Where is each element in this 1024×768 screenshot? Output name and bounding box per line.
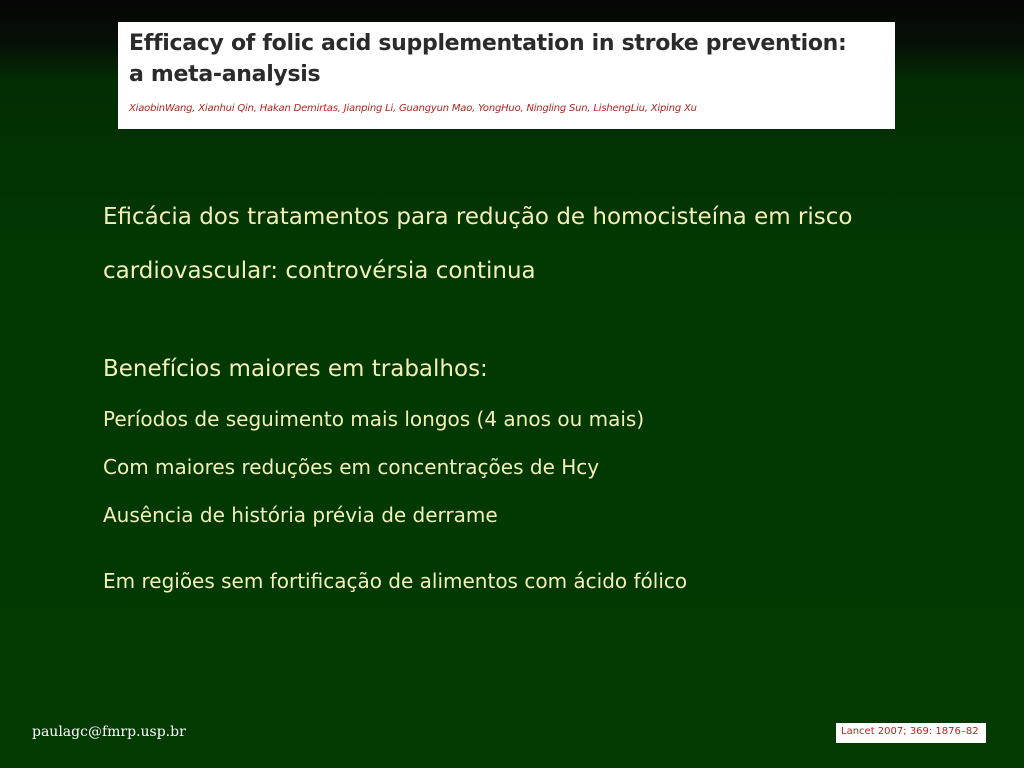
benefit-item: Ausência de história prévia de derrame bbox=[103, 503, 498, 527]
article-authors: XiaobinWang, Xianhui Qin, Hakan Demirtas, Jianping Li, Guangyun Mao, YongHuo, Ningling Sun, LishengLiu, Xiping Xu bbox=[129, 103, 697, 114]
slide-body bbox=[103, 190, 1003, 593]
benefit-item: Com maiores reduções em concentrações de Hcy bbox=[103, 455, 600, 479]
benefits-heading: Benefícios maiores em trabalhos: bbox=[103, 356, 488, 382]
article-title: Efficacy of folic acid supplementation in stroke prevention: a meta-analysis bbox=[129, 31, 847, 87]
citation-badge bbox=[836, 723, 986, 743]
article-header-image bbox=[118, 22, 895, 129]
benefit-item: Em regiões sem fortificação de alimentos com ácido fólico bbox=[103, 569, 688, 593]
footer-email: paulagc@fmrp.usp.br bbox=[32, 724, 186, 740]
citation-text: Lancet 2007; 369: 1876–82 bbox=[841, 726, 979, 737]
benefit-item: Períodos de seguimento mais longos (4 anos ou mais) bbox=[103, 407, 645, 431]
intro-text: Eficácia dos tratamentos para redução de homocisteína em risco cardiovascular: controvérsia continua bbox=[103, 204, 853, 284]
